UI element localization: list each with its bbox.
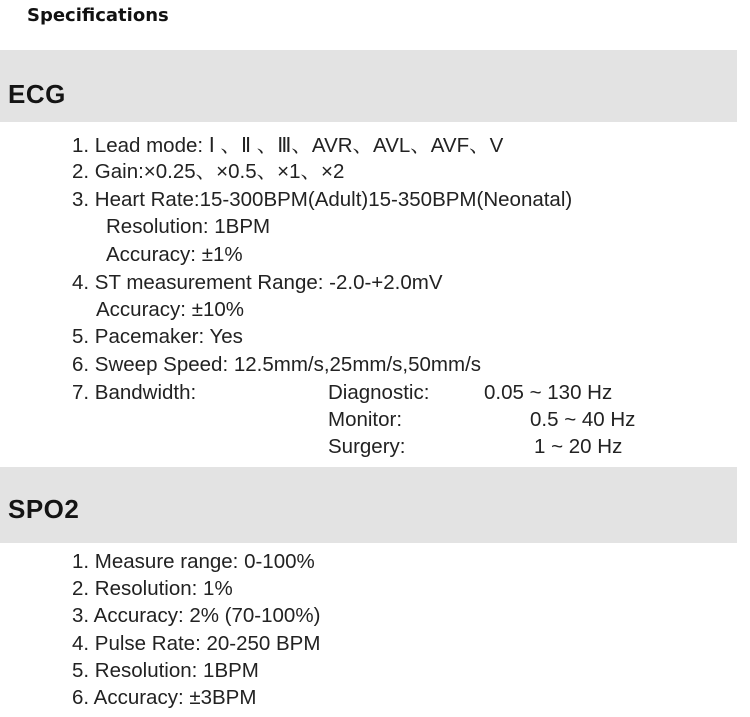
spo2-item: 3. Accuracy: 2% (70-100%) [72,604,321,627]
ecg-hr-accuracy: Accuracy: ±1% [106,243,243,266]
bandwidth-mode-diagnostic: Diagnostic: [328,381,430,404]
spo2-item: 5. Resolution: 1BPM [72,659,259,682]
ecg-heart-rate: 3. Heart Rate:15-300BPM(Adult)15-350BPM(Neonatal) [72,188,573,211]
bandwidth-range-diagnostic: 0.05 ~ 130 Hz [484,381,613,404]
spo2-section-header [0,467,737,543]
ecg-section-title: ECG [8,79,66,109]
bandwidth-mode-monitor: Monitor: [328,408,403,431]
spo2-item: 2. Resolution: 1% [72,577,233,600]
bandwidth-mode-surgery: Surgery: [328,435,406,458]
ecg-lead-mode: 1. Lead mode: Ⅰ 、Ⅱ 、Ⅲ、AVR、AVL、AVF、V [72,134,504,157]
spo2-item: 4. Pulse Rate: 20-250 BPM [72,632,321,655]
spo2-section-title: SPO2 [8,494,80,524]
ecg-st-range: 4. ST measurement Range: -2.0-+2.0mV [72,271,443,294]
bandwidth-range-monitor: 0.5 ~ 40 Hz [530,408,636,431]
spo2-item: 1. Measure range: 0-100% [72,550,315,573]
ecg-st-accuracy: Accuracy: ±10% [96,298,244,321]
spo2-item: 6. Accuracy: ±3BPM [72,686,257,709]
ecg-gain: 2. Gain:×0.25、×0.5、×1、×2 [72,160,345,183]
ecg-hr-resolution: Resolution: 1BPM [106,215,271,238]
page-title: Specifications [27,5,169,26]
ecg-bandwidth-label: 7. Bandwidth: [72,381,197,404]
bandwidth-range-surgery: 1 ~ 20 Hz [534,435,623,458]
ecg-sweep-speed: 6. Sweep Speed: 12.5mm/s,25mm/s,50mm/s [72,353,482,376]
ecg-section-header [0,50,737,122]
ecg-pacemaker: 5. Pacemaker: Yes [72,325,243,348]
